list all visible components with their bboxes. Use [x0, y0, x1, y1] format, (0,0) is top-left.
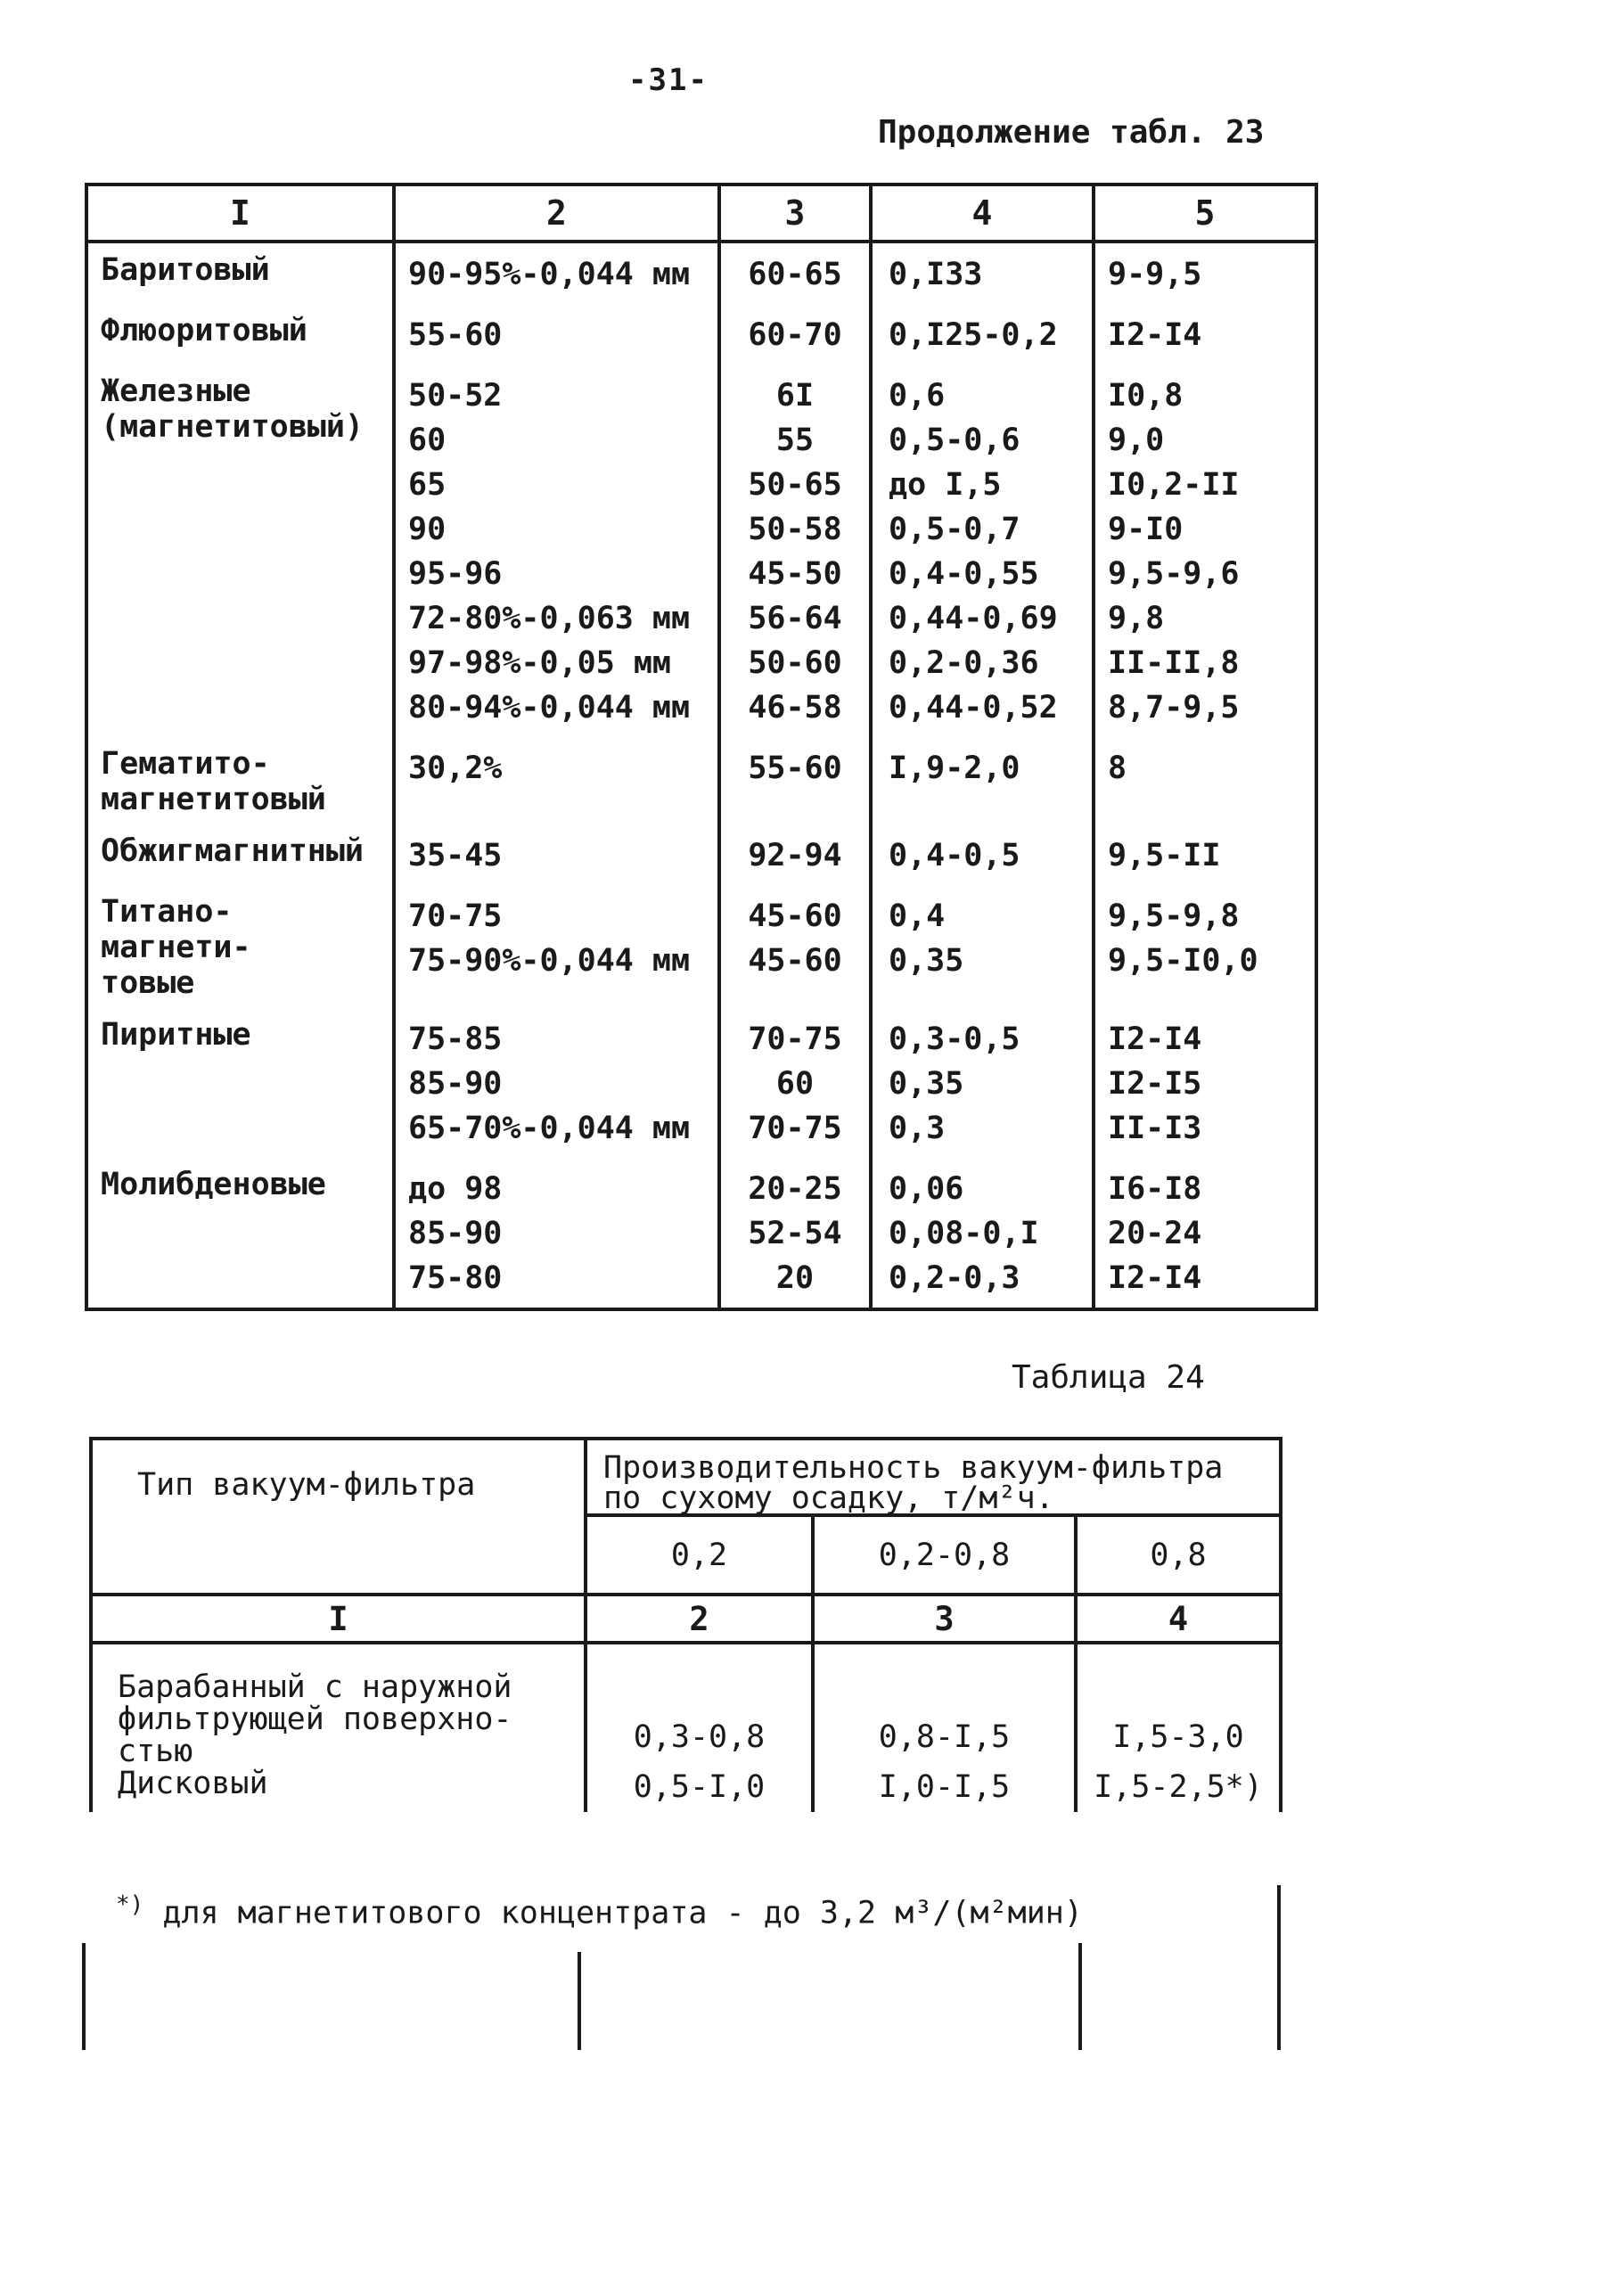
filter-type-cell	[91, 1643, 586, 1812]
table-cell: 75-85 85-90 65-70%-0,044 мм	[394, 1008, 719, 1158]
column-header: 4	[871, 184, 1094, 242]
table-row	[86, 242, 1316, 304]
table-cell: до 98 85-90 75-80	[394, 1158, 719, 1309]
column-number: 4	[1076, 1595, 1281, 1643]
table-continuation-caption: Продолжение табл. 23	[878, 114, 1265, 151]
table-cell: 70-75 75-90%-0,044 мм	[394, 885, 719, 1008]
value-cell	[1076, 1643, 1281, 1812]
value: I,5-3,0	[1112, 1719, 1244, 1755]
footnote	[116, 1891, 1083, 1931]
table-cell: 0,4-0,5	[871, 824, 1094, 885]
concentrate-name: Баритовый	[86, 242, 394, 304]
concentrate-name: Железные (магнетитовый)	[86, 365, 394, 737]
table-cell: 8	[1094, 737, 1316, 824]
table-cell: I,9-2,0	[871, 737, 1094, 824]
value: I,0-I,5	[878, 1769, 1011, 1805]
value-cell	[586, 1643, 813, 1812]
table-row	[86, 885, 1316, 1008]
column-number: I	[91, 1595, 586, 1643]
table-24-number-row	[91, 1595, 1281, 1643]
table-cell: 0,I33	[871, 242, 1094, 304]
value: I,5-2,5*)	[1094, 1769, 1263, 1805]
column-number: 3	[813, 1595, 1076, 1643]
table-24-column-rule	[82, 1943, 86, 2050]
value: 0,8-I,5	[878, 1719, 1011, 1755]
productivity-header-line: Производительность вакуум-фильтра	[603, 1450, 1224, 1486]
productivity-header	[586, 1439, 1281, 1515]
productivity-header-line: по сухому осадку, т/м²ч.	[603, 1480, 1054, 1516]
table-cell: I2-I4 I2-I5 II-I3	[1094, 1008, 1316, 1158]
concentrate-name: Гематито- магнетитовый	[86, 737, 394, 824]
table-cell: 45-60 45-60	[719, 885, 871, 1008]
table-cell: 9-9,5	[1094, 242, 1316, 304]
table-cell: 0,6 0,5-0,6 до I,5 0,5-0,7 0,4-0,55 0,44-0,69 0,2-0,36 0,44-0,52	[871, 365, 1094, 737]
table-cell: 6I 55 50-65 50-58 45-50 56-64 50-60 46-58	[719, 365, 871, 737]
table-cell: 70-75 60 70-75	[719, 1008, 871, 1158]
footnote-mark: *)	[116, 1891, 144, 1918]
table-cell: 9,5-9,8 9,5-I0,0	[1094, 885, 1316, 1008]
concentrate-name: Молибденовые	[86, 1158, 394, 1309]
column-header: 2	[394, 184, 719, 242]
table-row	[86, 737, 1316, 824]
filter-type-name: Барабанный с наружной фильтрующей поверхно- стью	[118, 1669, 512, 1769]
concentrate-name: Обжигмагнитный	[86, 824, 394, 885]
table-cell: 55-60	[394, 304, 719, 365]
table-24-column-rule	[578, 1952, 581, 2050]
table-cell: 92-94	[719, 824, 871, 885]
concentrate-name: Флюоритовый	[86, 304, 394, 365]
table-24-header-row	[91, 1439, 1281, 1515]
value: 0,5-I,0	[633, 1769, 766, 1805]
productivity-subheader: 0,2	[586, 1515, 813, 1595]
table-cell: I0,8 9,0 I0,2-II 9-I0 9,5-9,6 9,8 II-II,8 8,7-9,5	[1094, 365, 1316, 737]
concentrate-name: Титано-магнети- товые	[86, 885, 394, 1008]
page-number: -31-	[628, 62, 709, 98]
table-24-column-rule	[1277, 1885, 1281, 2050]
column-header: I	[86, 184, 394, 242]
table-row	[91, 1643, 1281, 1812]
column-header: 3	[719, 184, 871, 242]
table-cell: 0,4 0,35	[871, 885, 1094, 1008]
table-cell: 20-25 52-54 20	[719, 1158, 871, 1309]
table-cell: 9,5-II	[1094, 824, 1316, 885]
table-row	[86, 824, 1316, 885]
column-number: 2	[586, 1595, 813, 1643]
value: 0,3-0,8	[633, 1719, 766, 1755]
productivity-subheader: 0,2-0,8	[813, 1515, 1076, 1595]
table-cell: 0,3-0,5 0,35 0,3	[871, 1008, 1094, 1158]
table-cell: 30,2%	[394, 737, 719, 824]
table-cell: 0,I25-0,2	[871, 304, 1094, 365]
footnote-text: для магнетитового концентрата - до 3,2 м³/(м²мин)	[162, 1895, 1083, 1931]
productivity-subheader: 0,8	[1076, 1515, 1281, 1595]
table-24-column-rule	[1078, 1943, 1082, 2050]
table-row	[86, 1008, 1316, 1158]
table-cell: 60-70	[719, 304, 871, 365]
table-cell: 90-95%-0,044 мм	[394, 242, 719, 304]
table-23	[85, 183, 1318, 1311]
table-cell: I6-I8 20-24 I2-I4	[1094, 1158, 1316, 1309]
table-24	[89, 1437, 1282, 1812]
table-row	[86, 365, 1316, 737]
table-row	[86, 304, 1316, 365]
table-cell: 50-52 60 65 90 95-96 72-80%-0,063 мм 97-98%-0,05 мм 80-94%-0,044 мм	[394, 365, 719, 737]
table-cell: 0,06 0,08-0,I 0,2-0,3	[871, 1158, 1094, 1309]
filter-type-header: Тип вакуум-фильтра	[91, 1439, 586, 1595]
table-23-header-row	[86, 184, 1316, 242]
table-cell: I2-I4	[1094, 304, 1316, 365]
concentrate-name: Пиритные	[86, 1008, 394, 1158]
table-cell: 35-45	[394, 824, 719, 885]
filter-type-name: Дисковый	[118, 1766, 268, 1801]
table-cell: 60-65	[719, 242, 871, 304]
table-24-caption: Таблица 24	[1012, 1359, 1205, 1396]
table-row	[86, 1158, 1316, 1309]
table-cell: 55-60	[719, 737, 871, 824]
column-header: 5	[1094, 184, 1316, 242]
value-cell	[813, 1643, 1076, 1812]
